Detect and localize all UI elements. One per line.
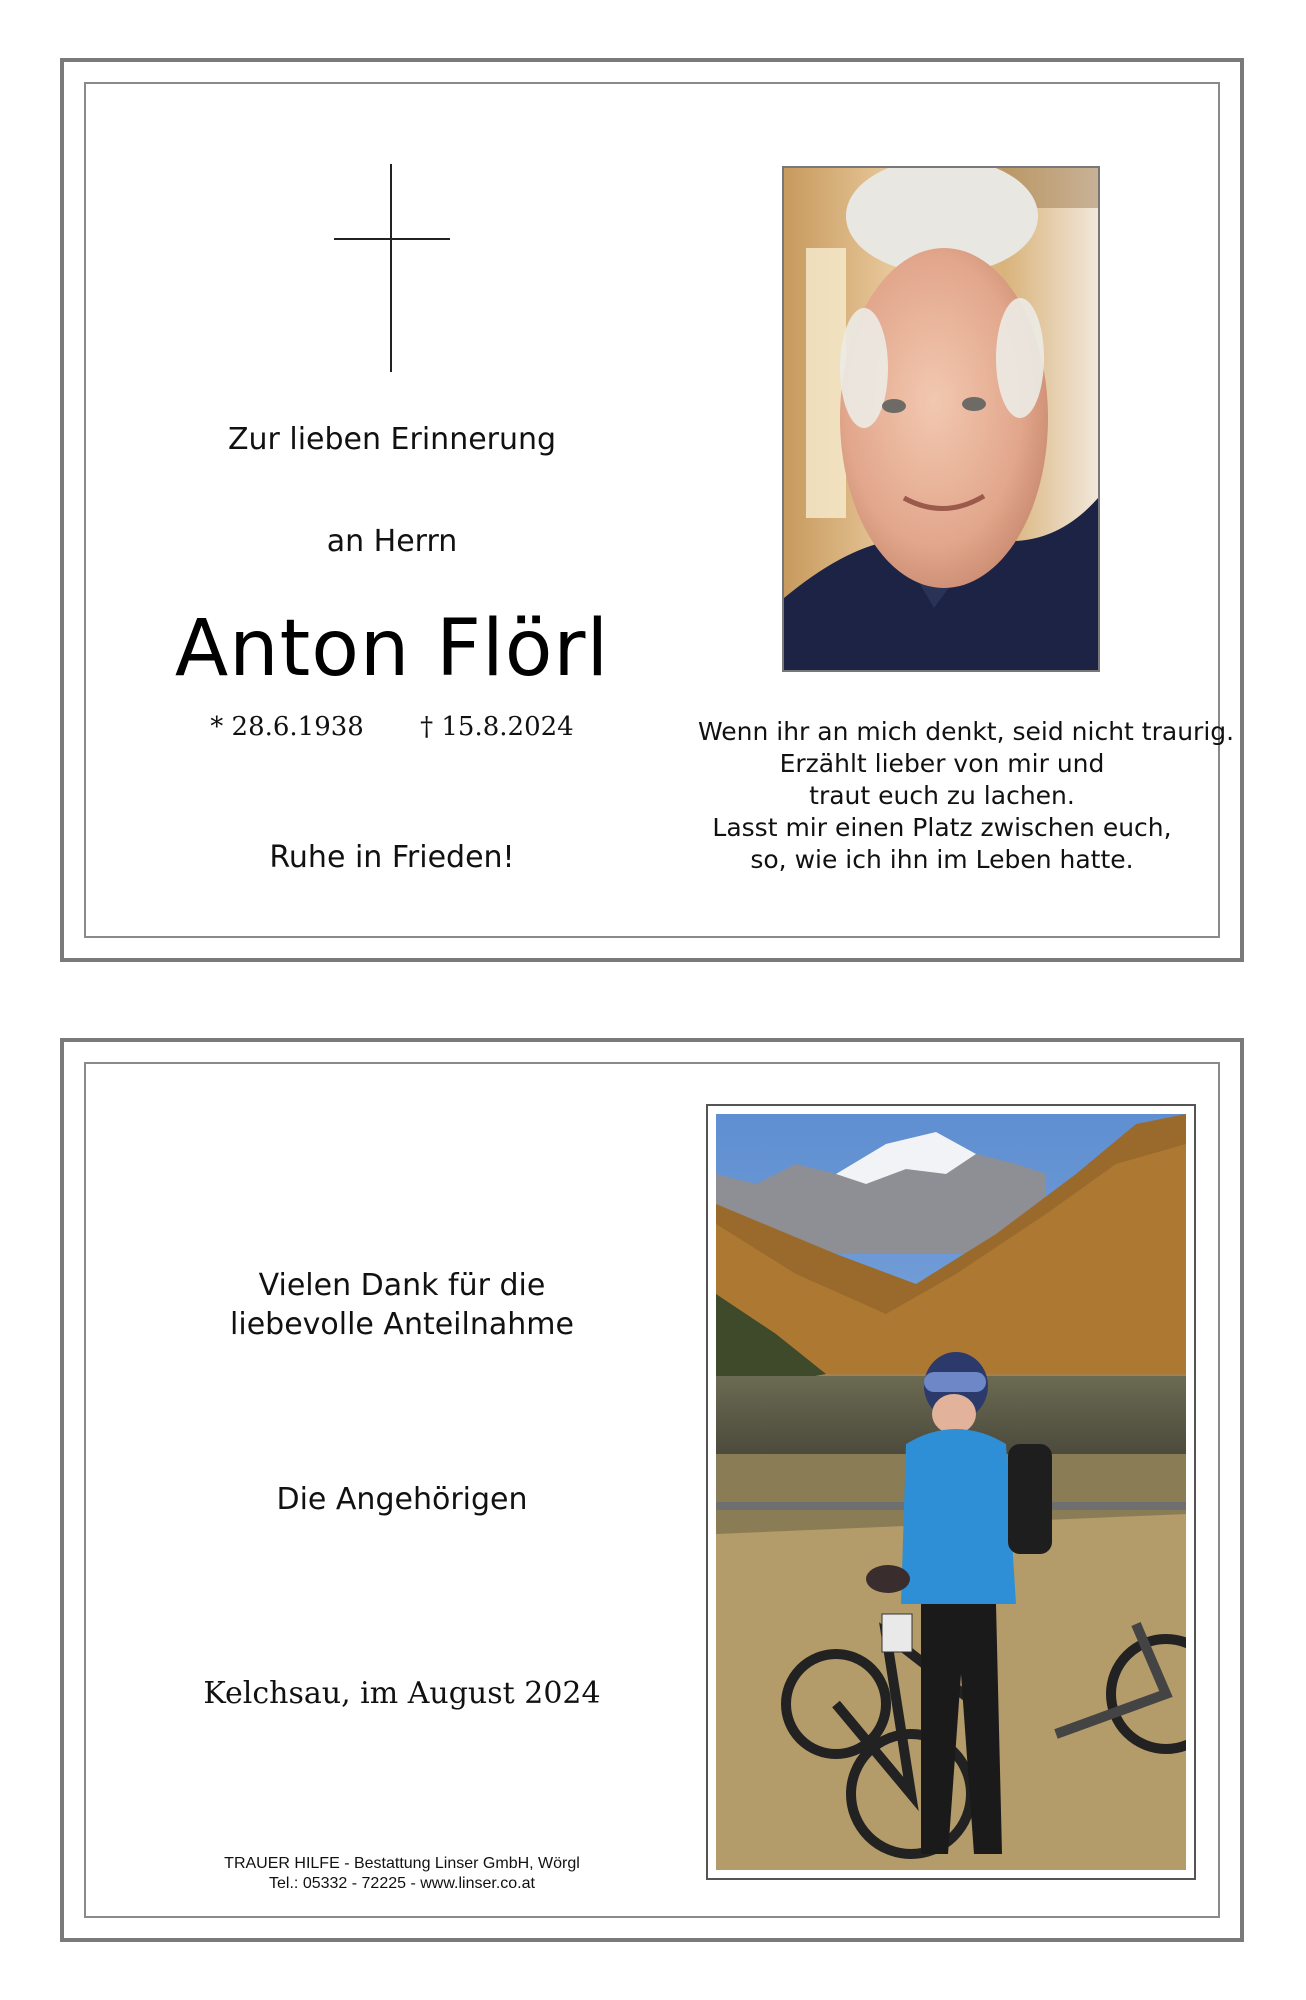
- memorial-card-front: [60, 58, 1244, 962]
- memorial-card-back: [60, 1038, 1244, 1942]
- salutation: an Herrn: [326, 524, 458, 559]
- card-front-inner-border: [84, 82, 1235, 938]
- bike-photo: [716, 1114, 1186, 1870]
- poem-line: Lasst mir einen Platz zwischen euch,: [712, 813, 1172, 842]
- death-date: † 15.8.2024: [420, 712, 574, 742]
- family-signature: Die Angehörigen: [276, 1482, 528, 1517]
- poem: [698, 716, 1235, 876]
- memory-heading: Zur lieben Erinnerung: [227, 422, 557, 457]
- footer-line: Tel.: 05332 - 72225 - www.linser.co.at: [269, 1875, 535, 1892]
- bike-photo-frame: [706, 1104, 1196, 1880]
- card-back-inner-border: [84, 1062, 1220, 1918]
- funeral-home-footer: [126, 1854, 678, 1894]
- portrait-photo: [782, 166, 1100, 672]
- poem-line: Wenn ihr an mich denkt, seid nicht traurig.: [698, 717, 1235, 746]
- thanks-text: [126, 1266, 678, 1344]
- poem-line: so, wie ich ihn im Leben hatte.: [750, 845, 1134, 874]
- thanks-line: liebevolle Anteilnahme: [230, 1307, 574, 1342]
- deceased-name: Anton Flörl: [174, 604, 610, 694]
- birth-date: * 28.6.1938: [210, 712, 364, 742]
- place-date: Kelchsau, im August 2024: [203, 1676, 601, 1711]
- footer-line: TRAUER HILFE - Bestattung Linser GmbH, Wörgl: [224, 1855, 580, 1872]
- farewell-text: Ruhe in Frieden!: [269, 840, 515, 875]
- thanks-line: Vielen Dank für die: [258, 1268, 546, 1303]
- life-dates: [116, 712, 668, 742]
- poem-line: traut euch zu lachen.: [809, 781, 1075, 810]
- poem-line: Erzählt lieber von mir und: [779, 749, 1105, 778]
